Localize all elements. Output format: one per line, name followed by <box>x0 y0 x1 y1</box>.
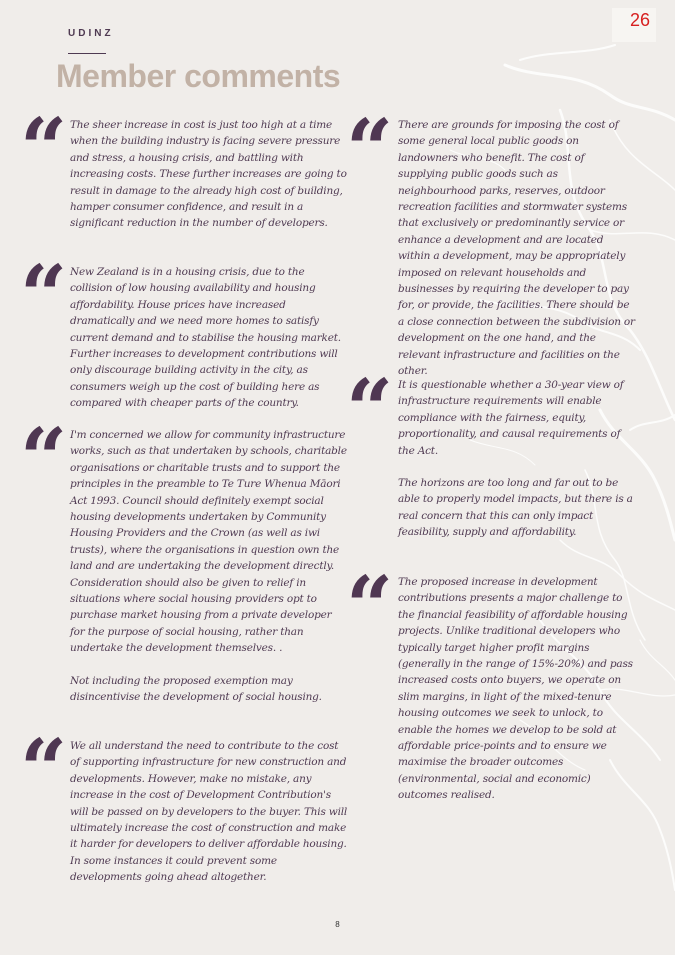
brand-divider <box>68 53 106 54</box>
footer-page-number: 8 <box>335 920 340 929</box>
brand-label: UDINZ <box>68 28 114 39</box>
quote-mark-icon: “ <box>346 559 394 655</box>
comment-paragraph: The proposed increase in development contributions presents a major challenge to the financial feasibility of affordable housing projects. Unlike traditional developers who typically target higher profit margins (generally in the range of 15%-20%) and pass increased costs onto buyers, we operate on slim margins, in light of the mixed-tenure housing outcomes we seek to unlock, to enable the homes we develop to be sold at affordable price-points and to ensure we maximise the broader outcomes (environmental, social and economic) outcomes realised. <box>398 576 633 802</box>
comment-paragraph: It is questionable whether a 30-year view of infrastructure requirements will enable compliance with the fairness, equity, proportionality, and causal requirements of the Act. <box>398 379 624 457</box>
quote-mark-icon: “ <box>20 101 68 197</box>
comment-text <box>398 117 636 380</box>
comment-paragraph: I'm concerned we allow for community infrastructure works, such as that undertaken by schools, charitable organisations or charitable trusts and to support the principles in the preamble to Te Ture Whenua Māori Act 1993. Council should definitely exempt social housing developments undertaken by Community Housing Providers and the Crown (as well as iwi trusts), where the organisations in question own the land and are undertaking the development directly. Consideration should also be given to relief in situations where social housing providers opt to purchase market housing from a private developer for the purpose of social housing, rather than undertake the development themselves. . <box>70 429 347 655</box>
quote-mark-icon: “ <box>20 722 68 818</box>
quote-mark-icon: “ <box>346 102 394 198</box>
comment-paragraph: New Zealand is in a housing crisis, due to the collision of low housing availability and housing affordability. House prices have increased dramatically and we need more homes to satisfy current demand and to stabilise the housing market. Further increases to development contributions will only discourage building activity in the city, as consumers weigh up the cost of building here as compared with cheaper parts of the country. <box>70 266 341 410</box>
comment-paragraph: We all understand the need to contribute to the cost of supporting infrastructure for new construction and developments. However, make no mistake, any increase in the cost of Development Contribution's will be passed on by developers to the buyer. This will ultimately increase the cost of construction and make it harder for developers to deliver affordable housing. In some instances it could prevent some developments going ahead altogether. <box>70 740 348 884</box>
page-corner-tab <box>612 8 656 42</box>
page-corner-number: 26 <box>629 10 650 30</box>
quote-mark-icon: “ <box>346 362 394 458</box>
comment-paragraph: There are grounds for imposing the cost of some general local public goods on landowners who benefit. The cost of supplying public goods such as neighbourhood parks, reserves, outdoor recreation facilities and stormwater systems that exclusively or predominantly service or enhance a development and are located within a development, may be appropriately imposed on relevant households and businesses by requiring the developer to pay for, or provide, the facilities. There should be a close connection between the subdivision or development on the one hand, and the relevant infrastructure and facilities on the other. <box>398 119 635 378</box>
comment-text <box>70 427 348 706</box>
page-title: Member comments <box>56 58 341 94</box>
comment-paragraph: The sheer increase in cost is just too high at a time when the building industry is facing severe pressure and stress, a housing crisis, and battling with increasing costs. These further increases are going to result in damage to the already high cost of building, hamper consumer confidence, and result in a significant reduction in the number of developers. <box>70 119 347 230</box>
comment-text <box>398 574 636 804</box>
quote-mark-icon: “ <box>20 411 68 507</box>
comment-text <box>70 738 348 886</box>
comment-text <box>70 117 348 232</box>
comment-paragraph: The horizons are too long and far out to be able to properly model impacts, but there is a real concern that this can only impact feasibility, supply and affordability. <box>398 477 633 539</box>
quote-mark-icon: “ <box>20 248 68 344</box>
comment-text <box>70 264 348 412</box>
comment-paragraph: Not including the proposed exemption may disincentivise the development of social housing. <box>70 674 322 704</box>
comment-text <box>398 377 636 541</box>
